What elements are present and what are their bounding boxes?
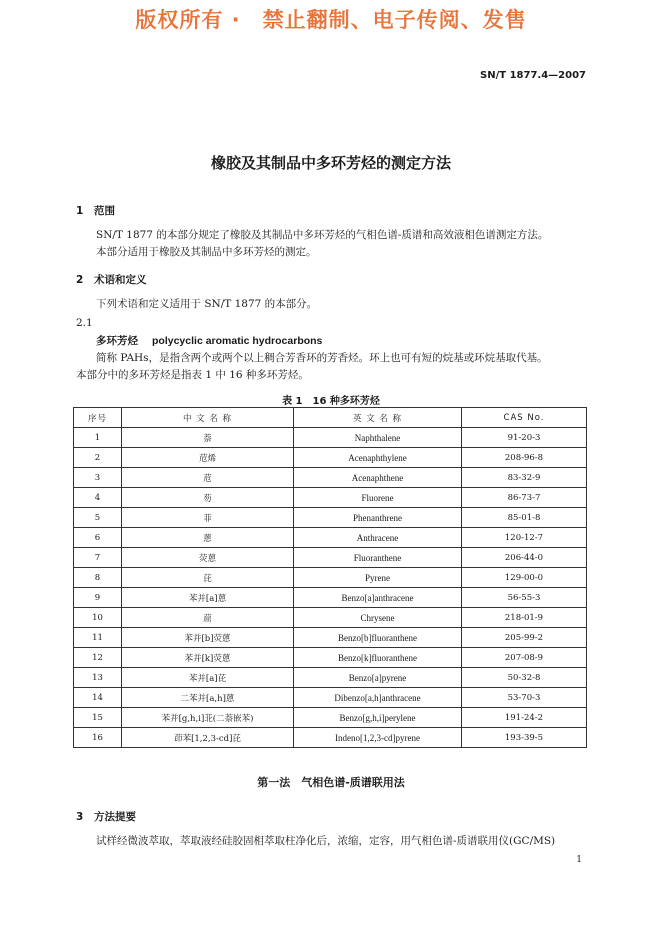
row-number: 16 <box>74 728 122 748</box>
chinese-name: 苯并[k]荧蒽 <box>122 648 294 668</box>
table-row <box>74 528 587 548</box>
row-number: 6 <box>74 528 122 548</box>
chinese-name: 蒽 <box>122 528 294 548</box>
cas-number: 91-20-3 <box>462 428 587 448</box>
section-3-heading <box>76 809 136 824</box>
cas-number: 191-24-2 <box>462 708 587 728</box>
row-number: 8 <box>74 568 122 588</box>
section-2-paragraph-1: 下列术语和定义适用于 SN/T 1877 的本部分。 <box>96 298 318 310</box>
english-name: Indeno[1,2,3-cd]pyrene <box>294 728 462 748</box>
row-number: 5 <box>74 508 122 528</box>
cas-number: 206-44-0 <box>462 548 587 568</box>
cas-number: 85-01-8 <box>462 508 587 528</box>
cas-number: 86-73-7 <box>462 488 587 508</box>
cas-number: 193-39-5 <box>462 728 587 748</box>
pah-table <box>73 407 587 748</box>
row-number: 2 <box>74 448 122 468</box>
section-1-paragraph-1: SN/T 1877 的本部分规定了橡胶及其制品中多环芳烃的气相色谱-质谱和高效液相色谱测定方法。 <box>96 229 549 241</box>
english-name: Anthracene <box>294 528 462 548</box>
page-number: 1 <box>576 855 582 865</box>
copyright-banner: 版权所有 · 禁止翻制、电子传阅、发售 <box>135 8 527 32</box>
table-row <box>74 708 587 728</box>
table-row <box>74 508 587 528</box>
table-row <box>74 468 587 488</box>
row-number: 4 <box>74 488 122 508</box>
method-heading: 第一法 气相色谱-质谱联用法 <box>257 776 405 789</box>
chinese-name: 苯并[b]荧蒽 <box>122 628 294 648</box>
english-name: Phenanthrene <box>294 508 462 528</box>
row-number: 11 <box>74 628 122 648</box>
row-number: 14 <box>74 688 122 708</box>
english-name: Dibenzo[a,h]anthracene <box>294 688 462 708</box>
term-entry <box>96 334 322 349</box>
chinese-name: 䓛 <box>122 608 294 628</box>
cas-number: 50-32-8 <box>462 668 587 688</box>
table-row <box>74 728 587 748</box>
term-definition-line-1: 简称 PAHs，是指含两个或两个以上稠合芳香环的芳香烃。环上也可有短的烷基或环烷基取代基。 <box>96 352 548 364</box>
section-title: 术语和定义 <box>94 274 147 286</box>
table-caption: 表 1 16 种多环芳烃 <box>282 396 380 407</box>
section-number: 2 <box>76 274 84 286</box>
cas-number: 53-70-3 <box>462 688 587 708</box>
english-name: Benzo[b]fluoranthene <box>294 628 462 648</box>
table-row <box>74 428 587 448</box>
chinese-name: 茚苯[1,2,3-cd]芘 <box>122 728 294 748</box>
english-name: Naphthalene <box>294 428 462 448</box>
term-chinese: 多环芳烃 <box>96 335 138 347</box>
row-number: 7 <box>74 548 122 568</box>
cas-number: 56-55-3 <box>462 588 587 608</box>
section-1-paragraph-2: 本部分适用于橡胶及其制品中多环芳烃的测定。 <box>96 246 317 258</box>
table-row <box>74 488 587 508</box>
table-row <box>74 648 587 668</box>
english-name: Benzo[a]pyrene <box>294 668 462 688</box>
row-number: 12 <box>74 648 122 668</box>
chinese-name: 菲 <box>122 508 294 528</box>
header-cell: 序号 <box>74 408 122 428</box>
english-name: Benzo[k]fluoranthene <box>294 648 462 668</box>
header-cell: 中 文 名 称 <box>122 408 294 428</box>
table-row <box>74 608 587 628</box>
table-row <box>74 628 587 648</box>
row-number: 10 <box>74 608 122 628</box>
english-name: Benzo[a]anthracene <box>294 588 462 608</box>
term-english: polycyclic aromatic hydrocarbons <box>152 335 323 347</box>
standard-number: SN/T 1877.4—2007 <box>480 70 586 81</box>
row-number: 13 <box>74 668 122 688</box>
section-title: 方法提要 <box>94 811 136 823</box>
english-name: Benzo[g,h,i]perylene <box>294 708 462 728</box>
header-cell: 英 文 名 称 <box>294 408 462 428</box>
section-title: 范围 <box>94 205 115 217</box>
chinese-name: 芘 <box>122 568 294 588</box>
document-title: 橡胶及其制品中多环芳烃的测定方法 <box>210 154 451 172</box>
row-number: 3 <box>74 468 122 488</box>
chinese-name: 苊烯 <box>122 448 294 468</box>
table-row <box>74 688 587 708</box>
header-cell: CAS No. <box>462 408 587 428</box>
table-header-row <box>74 408 587 428</box>
row-number: 1 <box>74 428 122 448</box>
english-name: Fluoranthene <box>294 548 462 568</box>
table-row <box>74 448 587 468</box>
cas-number: 83-32-9 <box>462 468 587 488</box>
cas-number: 218-01-9 <box>462 608 587 628</box>
section-number: 3 <box>76 811 84 823</box>
cas-number: 120-12-7 <box>462 528 587 548</box>
english-name: Pyrene <box>294 568 462 588</box>
chinese-name: 苯并[g,h,i]苝(二萘嵌苯) <box>122 708 294 728</box>
table-row <box>74 668 587 688</box>
table-row <box>74 568 587 588</box>
chinese-name: 芴 <box>122 488 294 508</box>
section-2-1-number: 2.1 <box>76 317 93 329</box>
section-number: 1 <box>76 205 84 217</box>
chinese-name: 苯并[a]蒽 <box>122 588 294 608</box>
section-2-heading <box>76 272 147 287</box>
cas-number: 205-99-2 <box>462 628 587 648</box>
table-row <box>74 588 587 608</box>
section-1-heading <box>76 203 115 218</box>
table-body <box>74 428 587 748</box>
section-3-paragraph-1: 试样经微波萃取，萃取液经硅胶固相萃取柱净化后，浓缩，定容，用气相色谱-质谱联用仪(GC/MS) <box>96 835 556 847</box>
chinese-name: 萘 <box>122 428 294 448</box>
cas-number: 207-08-9 <box>462 648 587 668</box>
cas-number: 208-96-8 <box>462 448 587 468</box>
english-name: Fluorene <box>294 488 462 508</box>
cas-number: 129-00-0 <box>462 568 587 588</box>
english-name: Acenaphthene <box>294 468 462 488</box>
row-number: 15 <box>74 708 122 728</box>
table-row <box>74 548 587 568</box>
term-definition-line-2: 本部分中的多环芳烃是指表 1 中 16 种多环芳烃。 <box>76 369 309 381</box>
chinese-name: 苊 <box>122 468 294 488</box>
chinese-name: 荧蒽 <box>122 548 294 568</box>
english-name: Acenaphthylene <box>294 448 462 468</box>
row-number: 9 <box>74 588 122 608</box>
english-name: Chrysene <box>294 608 462 628</box>
chinese-name: 二苯并[a,h]蒽 <box>122 688 294 708</box>
chinese-name: 苯并[a]芘 <box>122 668 294 688</box>
